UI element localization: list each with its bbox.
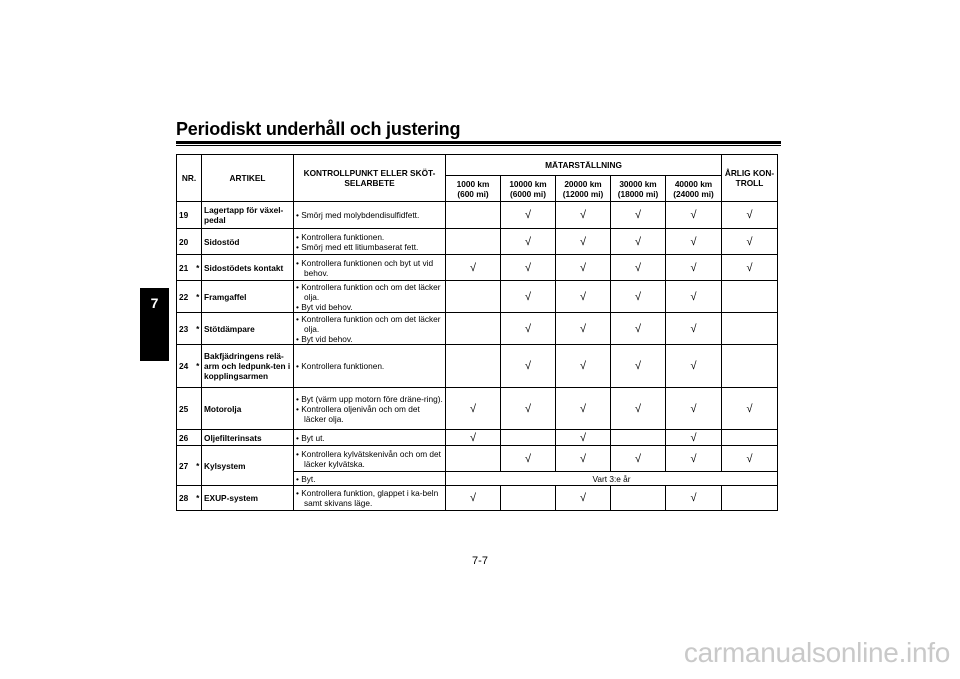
task-list [296, 449, 443, 469]
task-list [296, 474, 443, 484]
check-mark: √ [524, 261, 532, 274]
table-row [177, 446, 778, 472]
row-tasks [294, 281, 446, 313]
row-tasks [294, 255, 446, 281]
check-cell [722, 229, 778, 255]
row-article: Sidostöd [202, 229, 294, 255]
chapter-number: 7 [150, 295, 159, 311]
check-mark: √ [634, 235, 642, 248]
check-mark: √ [690, 290, 697, 303]
check-mark: √ [524, 452, 532, 465]
check-cell [722, 255, 778, 281]
row-number: 28 [177, 486, 195, 511]
odometer-mi: (6000 mi) [510, 188, 546, 199]
check-cell [501, 202, 556, 229]
row-tasks [294, 446, 446, 472]
row-number: 22 [177, 281, 195, 313]
table-row [177, 430, 778, 446]
header-odometer-col [556, 176, 611, 202]
check-mark: √ [746, 261, 753, 274]
check-cell [446, 486, 501, 511]
check-cell [666, 430, 722, 446]
check-cell [556, 229, 611, 255]
check-mark: √ [524, 290, 532, 303]
check-mark: √ [579, 360, 587, 372]
check-cell [556, 202, 611, 229]
check-cell [722, 430, 778, 446]
check-mark: √ [746, 209, 753, 221]
task-list [296, 361, 443, 371]
check-cell [611, 202, 666, 229]
table-row [177, 281, 778, 313]
table-row [177, 313, 778, 345]
check-cell [446, 255, 501, 281]
row-number: 21 [177, 255, 195, 281]
check-cell [611, 281, 666, 313]
odometer-km: 40000 km [674, 178, 713, 189]
row-article: Kylsystem [202, 446, 294, 486]
check-mark: √ [690, 322, 697, 335]
check-cell [556, 281, 611, 313]
row-article: Framgaffel [202, 281, 294, 313]
check-cell [556, 486, 611, 511]
check-mark: √ [579, 492, 587, 504]
check-cell [722, 486, 778, 511]
check-cell [611, 255, 666, 281]
check-cell [556, 313, 611, 345]
check-cell [556, 345, 611, 388]
task-item: • Byt vid behov. [296, 334, 443, 344]
row-article: Motorolja [202, 388, 294, 430]
check-cell [501, 486, 556, 511]
task-list [296, 488, 443, 508]
watermark: carmanualsonline.info [683, 637, 950, 668]
check-mark: √ [690, 360, 697, 372]
check-cell [446, 202, 501, 229]
task-item: • Kontrollera funktionen och byt ut vid behov. [296, 258, 443, 278]
row-number: 24 [177, 345, 195, 388]
check-mark: √ [579, 402, 587, 415]
task-item: • Kontrollera funktion och om det läcker olja. [296, 282, 443, 302]
dealer-mark [195, 202, 202, 229]
task-list [296, 394, 443, 424]
check-cell [611, 313, 666, 345]
dealer-mark: * [195, 446, 202, 486]
odometer-mi: (600 mi) [457, 188, 489, 199]
check-cell [556, 430, 611, 446]
check-mark: √ [469, 431, 477, 444]
odometer-mi: (12000 mi) [562, 188, 604, 199]
row-article: Oljefilterinsats [202, 430, 294, 446]
row-tasks [294, 202, 446, 229]
row-article: Stötdämpare [202, 313, 294, 345]
header-task: KONTROLLPUNKT ELLER SKÖT-SELARBETE [294, 155, 446, 202]
odometer-km: 1000 km [456, 178, 490, 189]
check-cell [446, 281, 501, 313]
check-mark: √ [746, 402, 753, 415]
check-cell [501, 430, 556, 446]
check-cell [722, 388, 778, 430]
check-mark: √ [634, 322, 642, 335]
row-number: 19 [177, 202, 195, 229]
check-mark: √ [469, 402, 477, 415]
header-odometer: MÄTARSTÄLLNING [446, 155, 722, 176]
check-mark: √ [524, 322, 532, 335]
check-mark: √ [524, 360, 532, 372]
check-mark: √ [690, 402, 697, 415]
check-mark: √ [690, 261, 697, 274]
check-cell [666, 313, 722, 345]
check-mark: √ [524, 402, 532, 415]
row-article: Lagertapp för växel-pedal [202, 202, 294, 229]
check-cell [501, 388, 556, 430]
table-row [177, 202, 778, 229]
task-list [296, 258, 443, 278]
check-mark: √ [634, 452, 642, 465]
check-cell [611, 388, 666, 430]
row-tasks [294, 388, 446, 430]
check-cell [666, 486, 722, 511]
check-mark: √ [634, 360, 642, 372]
task-item: • Kontrollera oljenivån och om det läcker olja. [296, 404, 443, 424]
title-rule [176, 141, 781, 144]
check-mark: √ [579, 209, 587, 221]
row-number: 25 [177, 388, 195, 430]
check-mark: √ [634, 290, 642, 303]
header-odometer-col [501, 176, 556, 202]
dealer-mark [195, 229, 202, 255]
check-mark: √ [579, 322, 587, 335]
check-cell [611, 430, 666, 446]
check-cell [722, 446, 778, 472]
check-cell [666, 345, 722, 388]
check-cell [501, 446, 556, 472]
check-cell [556, 446, 611, 472]
check-cell [666, 388, 722, 430]
check-mark: √ [579, 261, 587, 274]
check-mark: √ [524, 235, 532, 248]
task-item: • Kontrollera funktion, glappet i ka-beln samt skivans läge. [296, 488, 443, 508]
check-cell [666, 281, 722, 313]
odometer-km: 20000 km [564, 178, 602, 189]
task-item: • Byt vid behov. [296, 302, 443, 312]
dealer-mark [195, 430, 202, 446]
odometer-km: 10000 km [509, 178, 547, 189]
check-mark: √ [690, 452, 697, 465]
check-cell [611, 345, 666, 388]
header-annual: ÅRLIG KON-TROLL [722, 155, 778, 202]
row-tasks [294, 345, 446, 388]
task-list [296, 232, 443, 252]
title-rule-thin [176, 145, 781, 146]
dealer-mark: * [195, 255, 202, 281]
dealer-mark: * [195, 281, 202, 313]
header-odometer-col [446, 176, 501, 202]
table-row [177, 345, 778, 388]
check-cell [556, 388, 611, 430]
dealer-mark [195, 388, 202, 430]
check-cell [611, 229, 666, 255]
check-mark: √ [469, 492, 477, 504]
task-list [296, 314, 443, 344]
odometer-mi: (18000 mi) [617, 188, 659, 199]
task-list [296, 210, 443, 220]
table-row [177, 229, 778, 255]
check-cell [611, 446, 666, 472]
row-tasks [294, 486, 446, 511]
maintenance-table [176, 154, 778, 511]
check-cell [666, 255, 722, 281]
check-cell [501, 313, 556, 345]
check-mark: √ [746, 235, 753, 248]
header-nr: NR. [177, 155, 202, 202]
task-item: • Kontrollera funktion och om det läcker olja. [296, 314, 443, 334]
check-cell [446, 313, 501, 345]
row-tasks [294, 472, 446, 486]
header-article: ARTIKEL [202, 155, 294, 202]
table-row [177, 486, 778, 511]
header-odometer-col [611, 176, 666, 202]
check-mark: √ [746, 452, 753, 465]
check-cell [446, 446, 501, 472]
check-mark: √ [690, 431, 697, 444]
check-mark: √ [690, 492, 697, 504]
check-cell [556, 255, 611, 281]
check-mark: √ [524, 209, 532, 221]
page-number: 7-7 [472, 555, 488, 567]
task-item: • Smörj med ett litiumbaserat fett. [296, 242, 443, 252]
check-cell [446, 229, 501, 255]
task-item: • Kontrollera kylvätskenivån och om det läcker kylvätska. [296, 449, 443, 469]
task-item: • Byt. [296, 474, 443, 484]
row-number: 27 [177, 446, 195, 486]
check-cell [666, 229, 722, 255]
check-cell [501, 345, 556, 388]
check-cell [722, 281, 778, 313]
check-mark: √ [690, 235, 697, 248]
check-mark: √ [634, 209, 642, 221]
table-row [177, 388, 778, 430]
odometer-km: 30000 km [619, 178, 657, 189]
interval-span: Vart 3:e år [446, 472, 778, 486]
page-title: Periodiskt underhåll och justering [176, 119, 461, 139]
row-tasks [294, 229, 446, 255]
check-cell [611, 486, 666, 511]
check-mark: √ [579, 290, 587, 303]
task-item: • Kontrollera funktionen. [296, 232, 443, 242]
check-cell [501, 255, 556, 281]
row-number: 26 [177, 430, 195, 446]
row-article: Sidostödets kontakt [202, 255, 294, 281]
check-mark: √ [579, 452, 587, 465]
check-cell [722, 313, 778, 345]
check-cell [446, 388, 501, 430]
row-tasks [294, 430, 446, 446]
dealer-mark: * [195, 486, 202, 511]
row-number: 23 [177, 313, 195, 345]
check-cell [666, 446, 722, 472]
table-row [177, 255, 778, 281]
header-odometer-col [666, 176, 722, 202]
odometer-mi: (24000 mi) [673, 188, 714, 199]
task-item: • Byt (värm upp motorn före dräne-ring). [296, 394, 443, 404]
check-cell [446, 345, 501, 388]
row-number: 20 [177, 229, 195, 255]
check-cell [501, 281, 556, 313]
check-mark: √ [690, 209, 697, 221]
check-mark: √ [634, 261, 642, 274]
row-article: Bakfjädringens relä-arm och ledpunk-ten i kopplingsarmen [202, 345, 294, 388]
check-mark: √ [579, 235, 587, 248]
check-cell [666, 202, 722, 229]
task-list [296, 282, 443, 312]
check-cell [722, 202, 778, 229]
check-mark: √ [469, 261, 477, 274]
check-cell [501, 229, 556, 255]
check-cell [722, 345, 778, 388]
check-mark: √ [634, 402, 642, 415]
row-article: EXUP-system [202, 486, 294, 511]
task-item: • Byt ut. [296, 433, 443, 443]
task-list [296, 433, 443, 443]
dealer-mark: * [195, 313, 202, 345]
dealer-mark: * [195, 345, 202, 388]
check-cell [446, 430, 501, 446]
task-item: • Kontrollera funktionen. [296, 361, 443, 371]
row-tasks [294, 313, 446, 345]
task-item: • Smörj med molybdendisulfidfett. [296, 210, 443, 220]
check-mark: √ [579, 431, 587, 444]
